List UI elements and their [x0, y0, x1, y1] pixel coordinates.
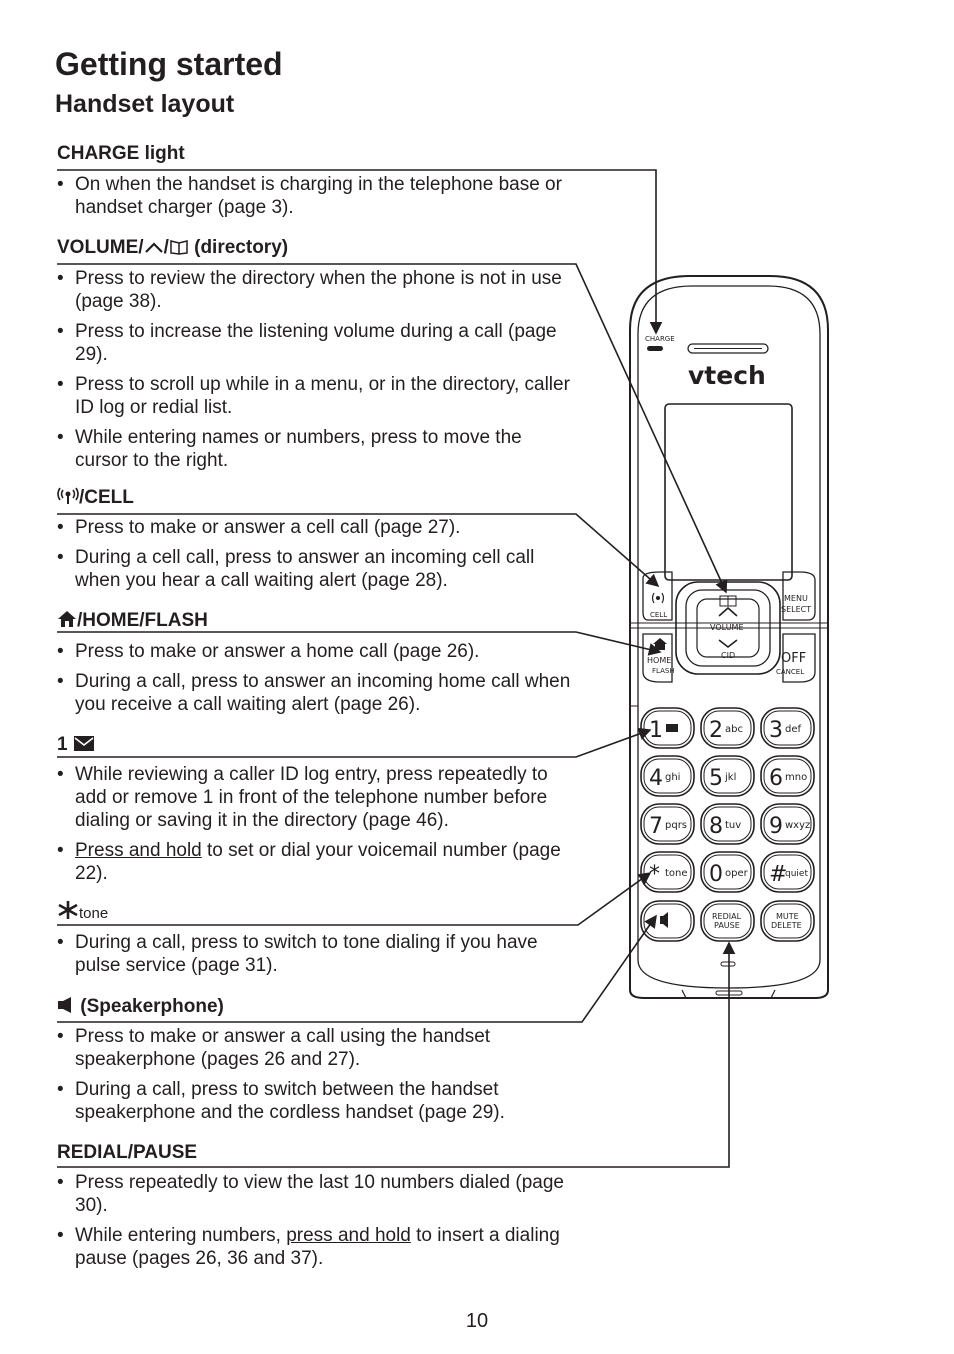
- delete-label: DELETE: [771, 921, 802, 930]
- flash-label: FLASH: [652, 667, 675, 675]
- cid-label: CID: [721, 651, 736, 660]
- callout-star: [57, 873, 650, 925]
- redial-label: REDIAL: [712, 912, 742, 921]
- select-label: SELECT: [781, 605, 812, 614]
- list-item: • During a call, press to answer an incoming home call when you receive a call waiting alert (page 26).: [57, 670, 577, 716]
- key-letters: quiet: [785, 869, 808, 879]
- key-digit: *: [649, 862, 660, 887]
- key-digit: 3: [769, 718, 783, 743]
- key-digit: #: [769, 862, 788, 887]
- charge-light-heading: CHARGE light: [57, 143, 185, 164]
- list-item: • On when the handset is charging in the telephone base or handset charger (page 3).: [57, 173, 577, 219]
- list-item: • While reviewing a caller ID log entry, press repeatedly to add or remove 1 in front of the telephone number before dialing or saving it in the directory (page 46).: [57, 763, 577, 832]
- vtech-logo: vtech: [688, 361, 766, 390]
- off-label: OFF: [781, 651, 807, 666]
- cancel-label: CANCEL: [776, 668, 805, 676]
- callout-volume: [57, 264, 726, 592]
- list-item: • Press to review the directory when the phone is not in use (page 38).: [57, 267, 577, 313]
- volume-heading-suffix: (directory): [188, 237, 289, 258]
- home-label: HOME: [647, 656, 672, 665]
- page-title: Getting started: [55, 46, 283, 82]
- key-digit: 2: [709, 718, 723, 743]
- callout-home: [57, 632, 660, 652]
- list-item: • Press to make or answer a home call (page 26).: [57, 640, 577, 663]
- redial-pause-heading: REDIAL/PAUSE: [57, 1142, 198, 1163]
- list-item: • Press to make or answer a cell call (page 27).: [57, 516, 577, 539]
- voicemail-envelope-icon: [666, 724, 678, 732]
- callout-redial: [57, 943, 729, 1167]
- press-and-hold-text: Press and hold: [75, 840, 202, 861]
- key-digit: 5: [709, 766, 723, 791]
- charge-label: CHARGE: [645, 335, 675, 343]
- callout-lines: [57, 170, 729, 1167]
- key-letters: tone: [665, 868, 688, 879]
- volume-heading: VOLUME/ / (directory): [57, 237, 288, 261]
- volume-label: VOLUME: [710, 623, 744, 632]
- volume-heading-prefix: VOLUME/: [57, 237, 144, 258]
- page-subtitle: Handset layout: [55, 90, 235, 118]
- key-letters: ghi: [665, 772, 681, 783]
- list-item: • During a call, press to switch between the handset speakerphone and the cordless handset (page 29).: [57, 1078, 577, 1124]
- menu-label: MENU: [784, 594, 808, 603]
- key-letters: pqrs: [665, 820, 688, 831]
- cell-signal-icon: [656, 596, 660, 600]
- key-digit: 4: [649, 766, 663, 791]
- list-item: • During a cell call, press to answer an incoming cell call when you hear a call waiting alert (page 28).: [57, 546, 577, 592]
- list-item-start: While entering numbers,: [75, 1225, 287, 1246]
- list-item: • Press repeatedly to view the last 10 numbers dialed (page 30).: [57, 1171, 577, 1217]
- callout-cell: [57, 514, 658, 586]
- key-letters: tuv: [725, 820, 742, 831]
- handset-display: [665, 404, 792, 580]
- key-one-heading-prefix: 1: [57, 734, 73, 755]
- cell-label: CELL: [650, 611, 668, 619]
- callout-key-one: [57, 730, 650, 757]
- key-letters: jkl: [725, 772, 737, 783]
- home-flash-heading-suffix: /HOME/FLASH: [77, 610, 208, 631]
- key-digit: 6: [769, 766, 783, 791]
- cell-heading-suffix: /CELL: [79, 487, 134, 508]
- callout-speaker: [57, 916, 656, 1022]
- pause-label: PAUSE: [714, 921, 740, 930]
- press-and-hold-text: press and hold: [286, 1225, 411, 1246]
- list-item-rest: to insert a dialing pause (pages 26, 36 and 37).: [75, 1225, 560, 1269]
- key-digit: 0: [709, 862, 723, 887]
- speakerphone-heading-suffix: (Speakerphone): [75, 996, 224, 1017]
- key-letters: mno: [785, 772, 808, 783]
- key-letters: def: [785, 724, 802, 735]
- key-digit: 9: [769, 814, 783, 839]
- list-item-rest: to set or dial your voicemail number (page 22).: [75, 840, 561, 884]
- callout-charge: [57, 170, 656, 333]
- key-digit: 8: [709, 814, 723, 839]
- key-letters: abc: [725, 724, 743, 735]
- page-number: 10: [465, 1310, 489, 1332]
- list-item: • Press to increase the listening volume during a call (page 29).: [57, 320, 577, 366]
- mute-label: MUTE: [776, 912, 799, 921]
- key-letters: oper: [725, 868, 748, 879]
- key-digit: 1: [649, 718, 663, 743]
- list-item: • While entering names or numbers, press to move the cursor to the right.: [57, 426, 577, 472]
- list-item: • Press to scroll up while in a menu, or in the directory, caller ID log or redial list.: [57, 373, 577, 419]
- key-digit: 7: [649, 814, 663, 839]
- list-item: • Press to make or answer a call using the handset speakerphone (pages 26 and 27).: [57, 1025, 577, 1071]
- key-letters: wxyz: [785, 820, 811, 831]
- star-tone-heading-suffix: tone: [79, 905, 109, 922]
- list-item: • During a call, press to switch to tone dialing if you have pulse service (page 31).: [57, 931, 577, 977]
